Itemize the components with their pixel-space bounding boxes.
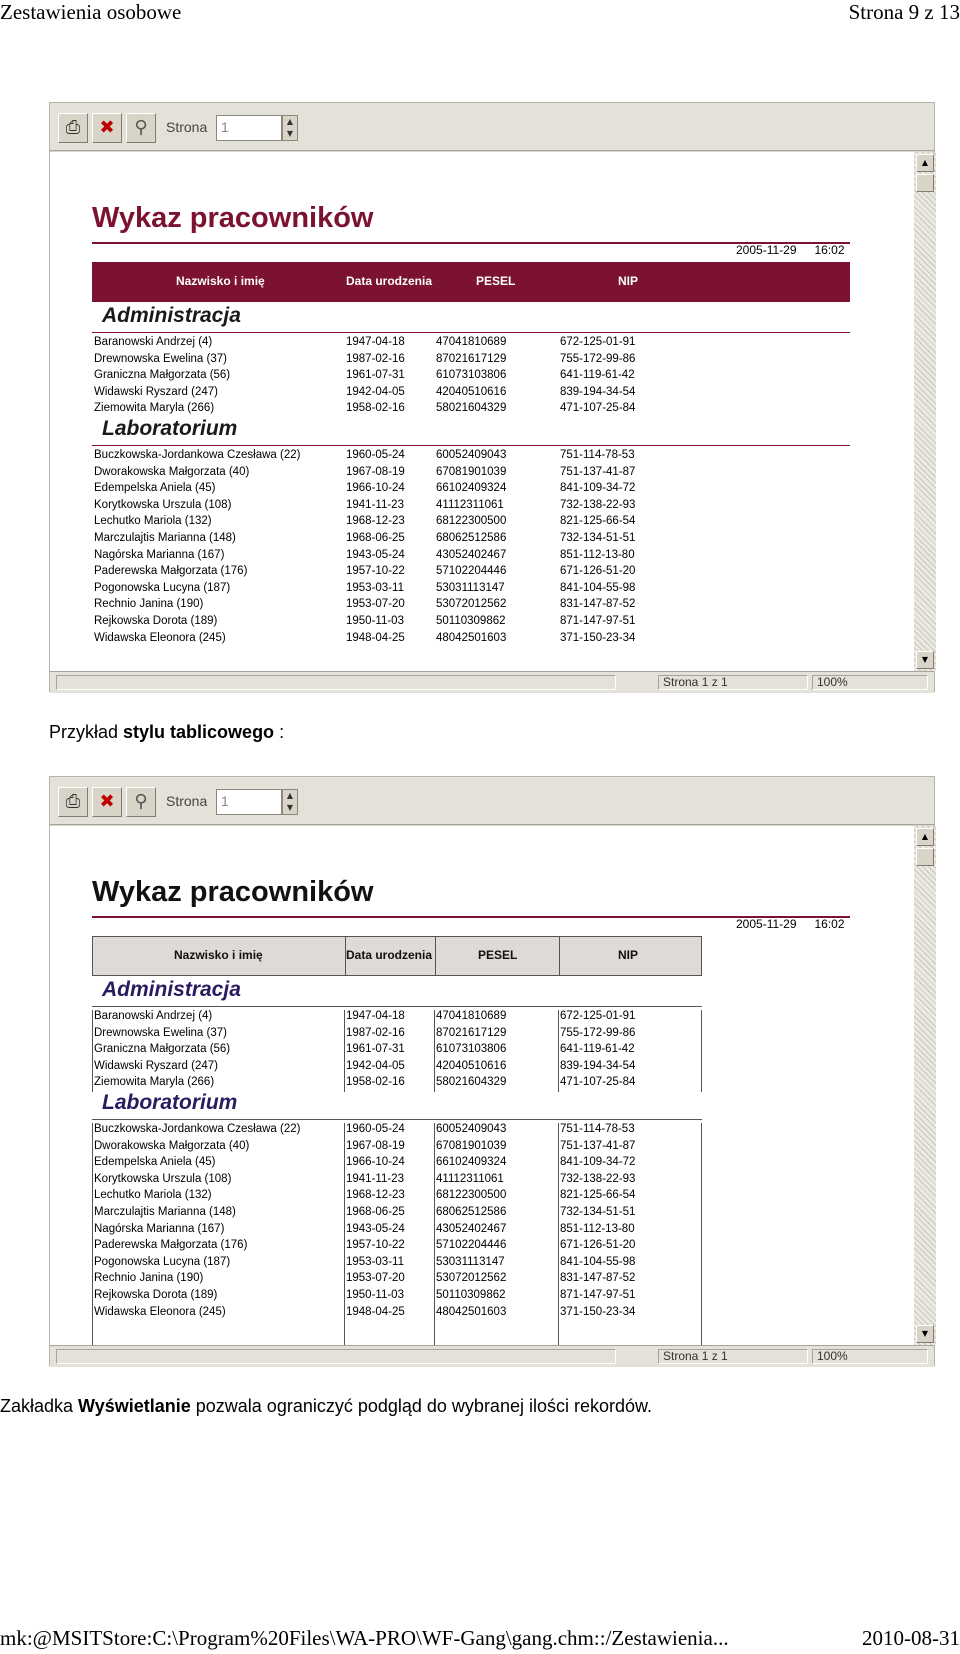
cell-name: Nagórska Marianna (167): [94, 1222, 225, 1235]
cell-pesel: 68122300500: [436, 515, 507, 528]
cell-pesel: 61073103806: [436, 369, 507, 382]
cell-name: Edempelska Aniela (45): [94, 1156, 216, 1169]
cell-pesel: 53072012562: [436, 1272, 507, 1285]
page-input[interactable]: 1: [216, 115, 282, 141]
cell-nip: 471-107-25-84: [560, 402, 636, 415]
document-title: Zestawienia osobowe: [0, 0, 182, 24]
report-date: 2005-11-29: [736, 917, 797, 931]
cell-nip: 871-147-97-51: [560, 615, 636, 627]
caption-prefix: Przykład: [49, 722, 124, 742]
report-preview-window-1: [49, 102, 935, 692]
col-pesel: PESEL: [478, 948, 518, 962]
cell-nip: 755-172-99-86: [560, 352, 636, 365]
cell-pesel: 68062512586: [436, 1206, 507, 1218]
table-row: [92, 1256, 850, 1272]
cell-birthdate: 1942-04-05: [346, 385, 405, 398]
cell-birthdate: 1966-10-24: [346, 1156, 405, 1169]
cell-pesel: 61073103806: [436, 1043, 507, 1056]
status-bar: [50, 671, 934, 693]
cell-pesel: 43052402467: [436, 548, 507, 561]
cell-pesel: 53072012562: [436, 598, 507, 611]
scroll-up-icon[interactable]: ▲: [916, 154, 934, 172]
col-name: Nazwisko i imię: [174, 948, 263, 962]
table-row: [92, 449, 850, 465]
cell-birthdate: 1967-08-19: [346, 1139, 405, 1152]
vertical-scrollbar[interactable]: [914, 826, 936, 1345]
vertical-scrollbar[interactable]: [914, 152, 936, 671]
table-row: [92, 482, 850, 498]
status-zoom: 100%: [812, 675, 928, 690]
print-date: 2010-08-31: [862, 1626, 960, 1650]
section-title: Administracja: [102, 304, 241, 327]
cell-birthdate: 1941-11-23: [346, 498, 404, 511]
cell-name: Widawska Eleonora (245): [94, 1305, 226, 1318]
source-url: mk:@MSITStore:C:\Program%20Files\WA-PRO\WF-Gang\gang.chm::/Zestawienia...: [0, 1626, 729, 1650]
cell-name: Graniczna Małgorzata (56): [94, 1043, 231, 1056]
caption-display-tab: [0, 1396, 652, 1417]
table-row: [92, 1223, 850, 1239]
close-icon[interactable]: ✖: [92, 113, 122, 143]
cell-birthdate: 1960-05-24: [346, 449, 405, 461]
cell-pesel: 47041810689: [436, 336, 507, 348]
table-row: [92, 1206, 850, 1222]
status-field: [56, 675, 616, 690]
report-time: 16:02: [814, 243, 845, 257]
cell-pesel: 57102204446: [436, 565, 507, 578]
report-viewport[interactable]: [50, 152, 914, 671]
col-nip: NIP: [618, 948, 639, 962]
table-row: [92, 466, 850, 482]
status-page: Strona 1 z 1: [658, 675, 808, 690]
table-row: [92, 565, 850, 581]
cell-nip: 751-137-41-87: [560, 1139, 636, 1152]
cell-name: Rechnio Janina (190): [94, 1272, 204, 1285]
section-rule: [92, 1119, 702, 1120]
cell-name: Marczulajtis Marianna (148): [94, 532, 236, 544]
cell-name: Buczkowska-Jordankowa Czesława (22): [94, 1123, 301, 1135]
status-page: Strona 1 z 1: [658, 1349, 808, 1364]
cell-birthdate: 1968-06-25: [346, 1206, 405, 1218]
cell-pesel: 58021604329: [436, 1076, 507, 1089]
table-row: [92, 336, 850, 352]
cell-name: Baranowski Andrzej (4): [94, 336, 213, 348]
cell-nip: 732-134-51-51: [560, 1206, 636, 1218]
cell-pesel: 42040510616: [436, 385, 507, 398]
table-row: [92, 1140, 850, 1156]
cell-name: Widawska Eleonora (245): [94, 631, 226, 644]
report-date: 2005-11-29: [736, 243, 797, 257]
table-row: [92, 1027, 850, 1043]
status-bar: [50, 1345, 934, 1367]
cell-name: Ziemowita Maryla (266): [94, 402, 215, 415]
table-row: [92, 582, 850, 598]
cell-pesel: 87021617129: [436, 1026, 507, 1039]
section-title: Laboratorium: [102, 1091, 238, 1114]
cell-nip: 841-109-34-72: [560, 1156, 636, 1169]
cell-birthdate: 1942-04-05: [346, 1059, 405, 1072]
cell-birthdate: 1968-06-25: [346, 532, 405, 544]
header-separator: [435, 937, 436, 975]
page-label: Strona: [166, 793, 208, 809]
cell-birthdate: 1950-11-03: [346, 615, 404, 627]
table-row: [92, 1272, 850, 1288]
cell-birthdate: 1953-07-20: [346, 598, 405, 611]
cell-pesel: 66102409324: [436, 1156, 507, 1169]
status-zoom: 100%: [812, 1349, 928, 1364]
cell-nip: 641-119-61-42: [560, 1043, 635, 1056]
preview-toolbar: [50, 103, 934, 151]
col-birthdate: Data urodzenia: [346, 274, 433, 288]
cell-birthdate: 1947-04-18: [346, 336, 405, 348]
table-row: [92, 386, 850, 402]
table-row: [92, 1306, 850, 1322]
cell-pesel: 68122300500: [436, 1189, 507, 1202]
cell-pesel: 50110309862: [436, 615, 506, 627]
cell-nip: 871-147-97-51: [560, 1289, 636, 1301]
table-row: [92, 1189, 850, 1205]
cell-nip: 751-114-78-53: [560, 1123, 635, 1135]
cell-pesel: 53031113147: [436, 1255, 505, 1268]
cell-nip: 371-150-23-34: [560, 1305, 636, 1318]
cell-name: Widawski Ryszard (247): [94, 1059, 218, 1072]
cell-pesel: 66102409324: [436, 482, 507, 495]
cell-name: Buczkowska-Jordankowa Czesława (22): [94, 449, 301, 461]
cell-pesel: 67081901039: [436, 1139, 507, 1152]
cell-name: Dworakowska Małgorzata (40): [94, 1139, 250, 1152]
cell-birthdate: 1968-12-23: [346, 515, 405, 528]
cell-nip: 672-125-01-91: [560, 1010, 636, 1022]
cell-nip: 371-150-23-34: [560, 631, 636, 644]
cell-name: Pogonowska Lucyna (187): [94, 1255, 231, 1268]
table-row: [92, 369, 850, 385]
cell-birthdate: 1968-12-23: [346, 1189, 405, 1202]
caption-bold: Wyświetlanie: [78, 1396, 191, 1416]
cell-nip: 851-112-13-80: [560, 1222, 635, 1235]
cell-birthdate: 1947-04-18: [346, 1010, 405, 1022]
page-spinner[interactable]: ▲ ▼: [282, 115, 298, 141]
table-row: [92, 1123, 850, 1139]
cell-nip: 751-137-41-87: [560, 465, 636, 478]
cell-nip: 641-119-61-42: [560, 369, 635, 382]
page-header: [0, 0, 960, 30]
section-rule: [92, 332, 850, 333]
cell-name: Widawski Ryszard (247): [94, 385, 218, 398]
cell-pesel: 41112311061: [436, 1172, 504, 1185]
cell-name: Drewnowska Ewelina (37): [94, 352, 227, 365]
table-row: [92, 532, 850, 548]
printer-icon[interactable]: ⎙: [58, 787, 88, 817]
cell-name: Rejkowska Dorota (189): [94, 615, 218, 627]
cell-nip: 851-112-13-80: [560, 548, 635, 561]
cell-name: Korytkowska Urszula (108): [94, 498, 232, 511]
cell-pesel: 58021604329: [436, 402, 507, 415]
page-footer: [0, 1626, 960, 1654]
status-field: [56, 1349, 616, 1364]
cell-pesel: 57102204446: [436, 1239, 507, 1252]
cell-birthdate: 1943-05-24: [346, 1222, 405, 1235]
table-row: [92, 1156, 850, 1172]
cell-name: Graniczna Małgorzata (56): [94, 369, 231, 382]
cell-nip: 821-125-66-54: [560, 1189, 636, 1202]
cell-name: Edempelska Aniela (45): [94, 482, 216, 495]
cell-name: Ziemowita Maryla (266): [94, 1076, 215, 1089]
cell-birthdate: 1953-03-11: [346, 581, 404, 594]
report-viewport[interactable]: [50, 826, 914, 1345]
scroll-thumb[interactable]: [916, 848, 934, 866]
page-input[interactable]: 1: [216, 789, 282, 815]
report-preview-window-2: [49, 776, 935, 1366]
cell-pesel: 43052402467: [436, 1222, 507, 1235]
cell-birthdate: 1941-11-23: [346, 1172, 404, 1185]
table-row: [92, 598, 850, 614]
report-time: 16:02: [814, 917, 845, 931]
cell-birthdate: 1957-10-22: [346, 565, 405, 578]
report-title: Wykaz pracowników: [92, 202, 374, 234]
table-row: [92, 1173, 850, 1189]
page-label: Strona: [166, 119, 208, 135]
cell-name: Lechutko Mariola (132): [94, 1189, 212, 1202]
cell-name: Korytkowska Urszula (108): [94, 1172, 232, 1185]
cell-nip: 831-147-87-52: [560, 1272, 636, 1285]
magnifier-icon[interactable]: ⚲: [126, 113, 156, 143]
header-separator: [559, 937, 560, 975]
cell-nip: 839-194-34-54: [560, 385, 636, 398]
table-row: [92, 1289, 850, 1305]
cell-name: Nagórska Marianna (167): [94, 548, 225, 561]
col-name: Nazwisko i imię: [176, 274, 265, 288]
section-rule: [92, 1006, 702, 1007]
section-title: Laboratorium: [102, 417, 238, 440]
caption-bold: stylu tablicowego: [123, 722, 275, 742]
table-row: [92, 1076, 850, 1092]
cell-pesel: 50110309862: [436, 1289, 506, 1301]
cell-birthdate: 1943-05-24: [346, 548, 405, 561]
cell-pesel: 42040510616: [436, 1059, 507, 1072]
table-row: [92, 353, 850, 369]
cell-nip: 841-104-55-98: [560, 1255, 636, 1268]
cell-nip: 671-126-51-20: [560, 565, 636, 578]
cell-name: Lechutko Mariola (132): [94, 515, 212, 528]
col-pesel: PESEL: [476, 274, 516, 288]
caption-suffix: :: [274, 722, 285, 742]
cell-birthdate: 1953-07-20: [346, 1272, 405, 1285]
cell-pesel: 48042501603: [436, 631, 507, 644]
cell-nip: 755-172-99-86: [560, 1026, 636, 1039]
caption-table-style: [49, 722, 284, 743]
cell-pesel: 53031113147: [436, 581, 505, 594]
cell-birthdate: 1967-08-19: [346, 465, 405, 478]
cell-pesel: 67081901039: [436, 465, 507, 478]
cell-birthdate: 1948-04-25: [346, 1305, 405, 1318]
cell-pesel: 60052409043: [436, 1123, 507, 1135]
report-datetime: [736, 917, 845, 931]
cell-birthdate: 1961-07-31: [346, 369, 405, 382]
table-row: [92, 1043, 850, 1059]
cell-pesel: 68062512586: [436, 532, 507, 544]
cell-birthdate: 1966-10-24: [346, 482, 405, 495]
report-datetime: [736, 243, 845, 257]
cell-birthdate: 1961-07-31: [346, 1043, 405, 1056]
cell-nip: 821-125-66-54: [560, 515, 636, 528]
table-row: [92, 499, 850, 515]
scroll-thumb[interactable]: [916, 174, 934, 192]
cell-nip: 841-104-55-98: [560, 581, 636, 594]
cell-nip: 732-134-51-51: [560, 532, 636, 544]
cell-name: Rechnio Janina (190): [94, 598, 204, 611]
cell-nip: 672-125-01-91: [560, 336, 636, 348]
cell-nip: 732-138-22-93: [560, 498, 636, 511]
preview-toolbar: [50, 777, 934, 825]
cell-birthdate: 1950-11-03: [346, 1289, 404, 1301]
cell-nip: 671-126-51-20: [560, 1239, 636, 1252]
cell-birthdate: 1957-10-22: [346, 1239, 405, 1252]
cell-birthdate: 1958-02-16: [346, 1076, 405, 1089]
cell-name: Paderewska Małgorzata (176): [94, 565, 248, 578]
page-spinner[interactable]: ▲ ▼: [282, 789, 298, 815]
scroll-down-icon[interactable]: ▼: [916, 1325, 934, 1343]
cell-nip: 471-107-25-84: [560, 1076, 636, 1089]
table-row: [92, 1010, 850, 1026]
caption-suffix: pozwala ograniczyć podgląd do wybranej ilości rekordów.: [190, 1396, 653, 1416]
printer-icon[interactable]: ⎙: [58, 113, 88, 143]
cell-name: Baranowski Andrzej (4): [94, 1010, 213, 1022]
cell-nip: 732-138-22-93: [560, 1172, 636, 1185]
cell-birthdate: 1958-02-16: [346, 402, 405, 415]
cell-birthdate: 1987-02-16: [346, 352, 405, 365]
cell-nip: 751-114-78-53: [560, 449, 635, 461]
scroll-up-icon[interactable]: ▲: [916, 828, 934, 846]
cell-pesel: 87021617129: [436, 352, 507, 365]
report-title: Wykaz pracowników: [92, 876, 374, 908]
table-row: [92, 549, 850, 565]
magnifier-icon[interactable]: ⚲: [126, 787, 156, 817]
page-number: Strona 9 z 13: [848, 0, 960, 24]
cell-name: Dworakowska Małgorzata (40): [94, 465, 250, 478]
cell-name: Paderewska Małgorzata (176): [94, 1239, 248, 1252]
cell-birthdate: 1948-04-25: [346, 631, 405, 644]
cell-name: Rejkowska Dorota (189): [94, 1289, 218, 1301]
cell-name: Marczulajtis Marianna (148): [94, 1206, 236, 1218]
cell-pesel: 60052409043: [436, 449, 507, 461]
cell-pesel: 47041810689: [436, 1010, 507, 1022]
scroll-down-icon[interactable]: ▼: [916, 651, 934, 669]
cell-nip: 831-147-87-52: [560, 598, 636, 611]
cell-birthdate: 1987-02-16: [346, 1026, 405, 1039]
close-icon[interactable]: ✖: [92, 787, 122, 817]
section-title: Administracja: [102, 978, 241, 1001]
table-row: [92, 1060, 850, 1076]
cell-birthdate: 1953-03-11: [346, 1255, 404, 1268]
cell-name: Drewnowska Ewelina (37): [94, 1026, 227, 1039]
table-row: [92, 615, 850, 631]
col-nip: NIP: [618, 274, 639, 288]
cell-name: Pogonowska Lucyna (187): [94, 581, 231, 594]
cell-pesel: 48042501603: [436, 1305, 507, 1318]
col-birthdate: Data urodzenia: [346, 948, 433, 962]
caption-prefix: Zakładka: [0, 1396, 79, 1416]
table-row: [92, 632, 850, 648]
cell-birthdate: 1960-05-24: [346, 1123, 405, 1135]
table-row: [92, 402, 850, 418]
table-row: [92, 515, 850, 531]
cell-nip: 839-194-34-54: [560, 1059, 636, 1072]
section-rule: [92, 445, 850, 446]
table-row: [92, 1239, 850, 1255]
cell-nip: 841-109-34-72: [560, 482, 636, 495]
cell-pesel: 41112311061: [436, 498, 504, 511]
